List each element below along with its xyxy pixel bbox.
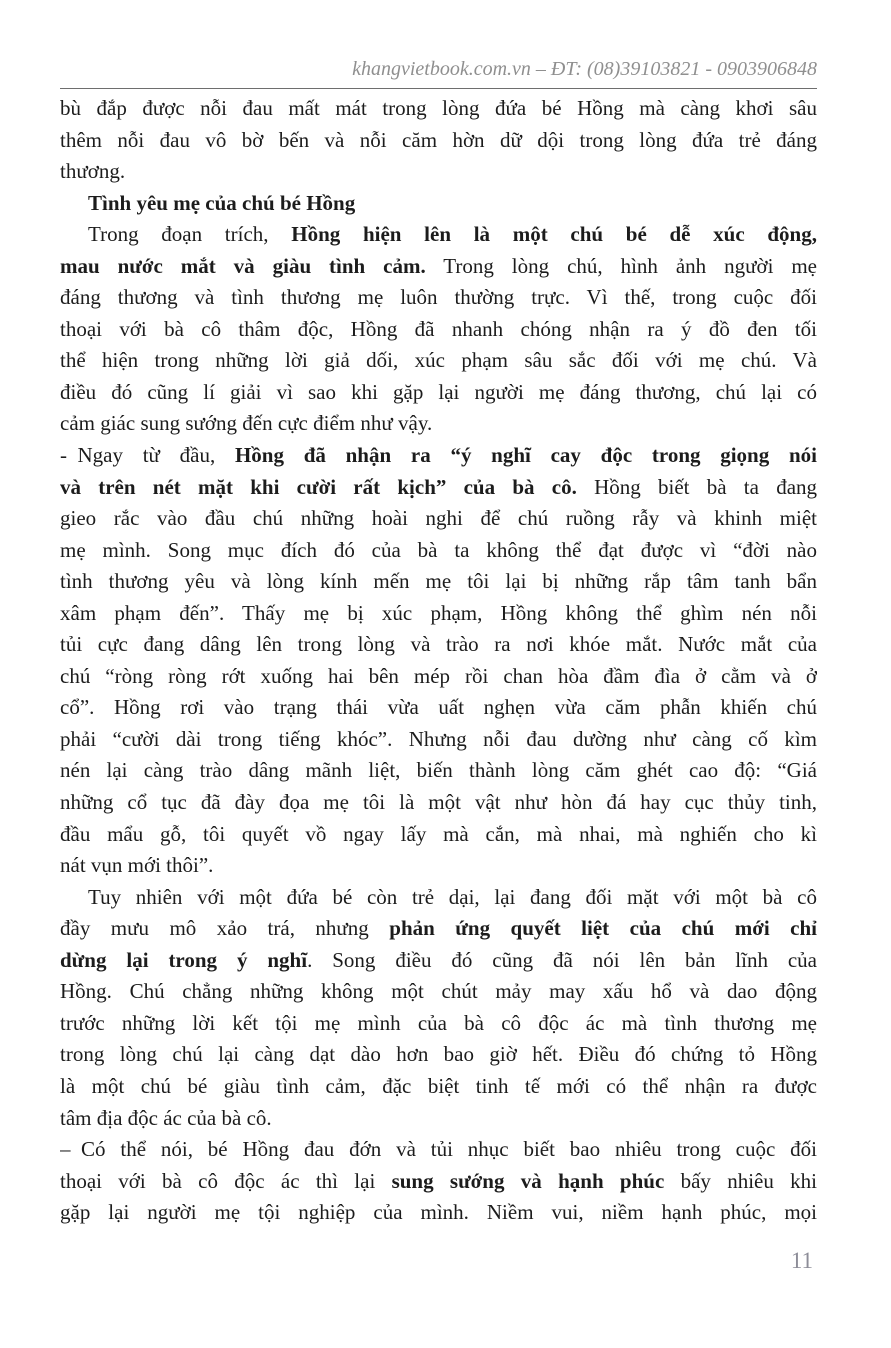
text-segment: thoại với bà cô thâm độc, Hồng đã nhanh chóng nhận ra ý đồ đen tối — [60, 316, 817, 341]
text-line — [60, 598, 817, 630]
text-line — [60, 819, 817, 851]
text-line — [60, 440, 817, 472]
text-segment: tủi cực đang dâng lên trong lòng và trào ra nơi khóe mắt. Nước mắt của — [60, 632, 817, 657]
text-segment-bold: Hồng hiện lên là một chú bé dễ xúc động, — [291, 222, 817, 247]
text-segment: mẹ mình. Song mục đích đó của bà ta không thể đạt được vì “đời nào — [60, 537, 817, 562]
text-segment: đầu mẩu gỗ, tôi quyết vồ ngay lấy mà cắn, mà nhai, mà nghiến cho kì — [60, 821, 817, 846]
text-segment-bold: Tình yêu mẹ của chú bé Hồng — [88, 190, 356, 215]
text-line — [60, 1008, 817, 1040]
text-segment: những cổ tục đã đày đọa mẹ tôi là một vật như hòn đá hay cục thủy tinh, — [60, 790, 817, 815]
text-segment-bold: sung sướng và hạnh phúc — [391, 1168, 665, 1193]
text-line — [60, 125, 817, 157]
text-segment-bold: và trên nét mặt khi cười rất kịch” của bà cô. — [60, 474, 577, 499]
text-block — [60, 93, 817, 1229]
text-line — [60, 377, 817, 409]
text-segment: thương. — [60, 159, 126, 184]
text-segment: bù đắp được nỗi đau mất mát trong lòng đứa bé Hồng mà càng khơi sâu — [60, 96, 817, 120]
text-segment: đáng thương và tình thương mẹ luôn thường trực. Vì thế, trong cuộc đối — [60, 285, 817, 310]
text-line — [60, 251, 817, 283]
text-line — [60, 755, 817, 787]
text-segment: tình thương yêu và lòng kính mến mẹ tôi lại bị những rắp tâm tanh bẩn — [60, 569, 817, 594]
text-line — [60, 282, 817, 314]
text-line — [60, 882, 817, 914]
text-segment-bold: Hồng đã nhận ra “ý nghĩ cay độc trong giọng nói — [234, 443, 817, 468]
text-line — [60, 408, 817, 440]
text-segment: thoại với bà cô độc ác thì lại — [60, 1168, 392, 1193]
text-segment: xâm phạm đến”. Thấy mẹ bị xúc phạm, Hồng không thể ghìm nén nỗi — [60, 600, 817, 625]
header-rule — [60, 88, 817, 89]
text-segment: bấy nhiêu khi — [664, 1168, 817, 1193]
page-header — [60, 57, 817, 81]
text-segment: gieo rắc vào đầu chú những hoài nghi để chú ruồng rẫy và khinh miệt — [60, 506, 817, 531]
text-line — [60, 629, 817, 661]
text-line — [60, 1039, 817, 1071]
text-segment: đầy mưu mô xảo trá, nhưng — [60, 916, 390, 941]
text-line — [60, 976, 817, 1008]
text-segment: Trong đoạn trích, — [88, 222, 292, 247]
text-segment: Trong lòng chú, hình ảnh người mẹ — [425, 253, 817, 278]
text-line — [60, 156, 817, 188]
text-line — [60, 1134, 817, 1166]
text-segment: chú “ròng ròng rớt xuống hai bên mép rồi chan hòa đầm đìa ở cằm và ở — [60, 663, 817, 688]
text-segment: Tuy nhiên với một đứa bé còn trẻ dại, lại đang đối mặt với một bà cô — [88, 884, 817, 909]
page-number: 11 — [790, 1248, 813, 1273]
text-segment: điều đó cũng lí giải vì sao khi gặp lại người mẹ đáng thương, chú lại có — [60, 379, 817, 404]
text-line — [60, 1103, 817, 1135]
text-segment: thêm nỗi đau vô bờ bến và nỗi căm hờn dữ dội trong lòng đứa trẻ đáng — [60, 127, 817, 152]
text-segment: phải “cười dài trong tiếng khóc”. Nhưng nỗi đau dường như càng cố kìm — [60, 726, 817, 751]
text-line — [60, 503, 817, 535]
text-segment: cổ”. Hồng rơi vào trạng thái vừa uất nghẹn vừa căm phẫn khiến chú — [60, 695, 817, 720]
text-segment: là một chú bé giàu tình cảm, đặc biệt tinh tế mới có thể nhận ra được — [60, 1073, 817, 1098]
text-line — [60, 1197, 817, 1229]
text-segment: thể hiện trong những lời giả dối, xúc phạm sâu sắc đối với mẹ chú. Và — [60, 348, 817, 373]
text-segment: nén lại càng trào dâng mãnh liệt, biến thành lòng căm ghét cao độ: “Giá — [60, 758, 817, 783]
text-line — [60, 345, 817, 377]
text-segment: . Song điều đó cũng đã nói lên bản lĩnh của — [307, 947, 817, 972]
text-line — [60, 661, 817, 693]
text-line — [60, 945, 817, 977]
text-line — [60, 850, 817, 882]
header-text: khangvietbook.com.vn – ĐT: (08)39103821 - 0903906848 — [352, 58, 817, 80]
text-line — [60, 219, 817, 251]
text-line — [60, 472, 817, 504]
text-segment: - Ngay từ đầu, — [60, 443, 235, 468]
text-segment: trong lòng chú lại càng dạt dào hơn bao giờ hết. Điều đó chứng tỏ Hồng — [60, 1042, 817, 1067]
text-segment: Hồng biết bà ta đang — [576, 474, 817, 499]
text-segment-bold: phản ứng quyết liệt của chú mới chỉ — [389, 916, 817, 941]
text-segment: Hồng. Chú chẳng những không một chút mảy may xấu hổ và dao động — [60, 979, 817, 1004]
text-segment: cảm giác sung sướng đến cực điểm như vậy. — [60, 411, 433, 436]
text-segment: trước những lời kết tội mẹ mình của bà cô độc ác mà tình thương mẹ — [60, 1010, 817, 1035]
text-line — [60, 913, 817, 945]
text-line — [60, 93, 817, 125]
text-segment-bold: dừng lại trong ý nghĩ — [60, 947, 308, 972]
text-segment: gặp lại người mẹ tội nghiệp của mình. Niềm vui, niềm hạnh phúc, mọi — [60, 1200, 817, 1225]
text-line — [60, 188, 817, 220]
text-line — [60, 1071, 817, 1103]
text-segment-bold: mau nước mắt và giàu tình cảm. — [60, 253, 426, 278]
text-line — [60, 692, 817, 724]
text-segment: nát vụn mới thôi”. — [60, 853, 214, 878]
text-line — [60, 566, 817, 598]
text-line — [60, 314, 817, 346]
text-line — [60, 1166, 817, 1198]
text-line — [60, 787, 817, 819]
text-line — [60, 535, 817, 567]
text-segment: tâm địa độc ác của bà cô. — [60, 1105, 272, 1130]
text-segment: – Có thể nói, bé Hồng đau đớn và tủi nhục biết bao nhiêu trong cuộc đối — [60, 1137, 817, 1162]
text-line — [60, 724, 817, 756]
